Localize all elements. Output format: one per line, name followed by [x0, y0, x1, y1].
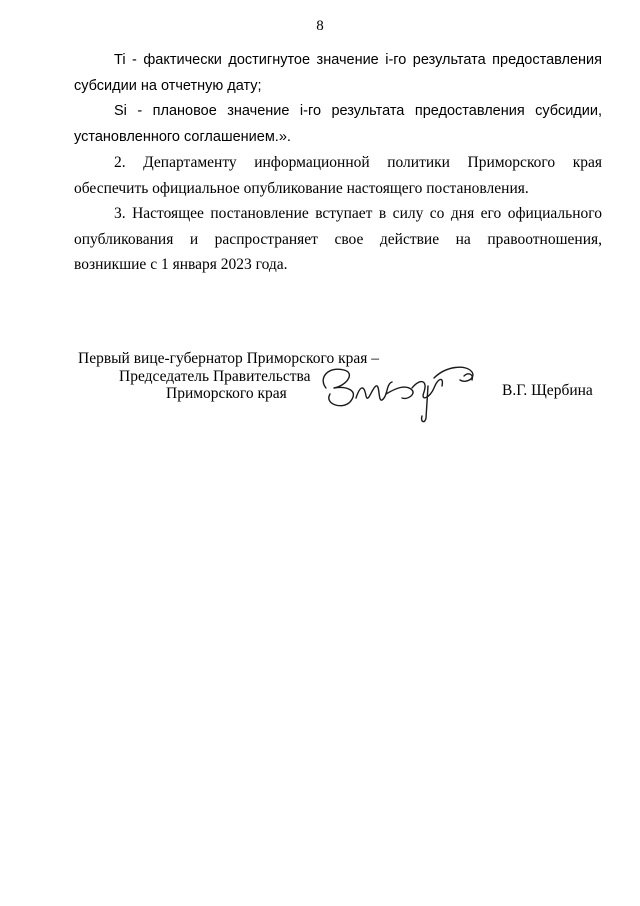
page-number: 8 [316, 18, 324, 34]
signatory-position-line-1: Первый вице-губернатор Приморского края – [78, 350, 380, 367]
paragraph-item-3: 3. Настоящее постановление вступает в силу со дня его официального опубликования и распространяет свое действие на правоотношения, возникшие с 1 января 2023 года. [74, 205, 602, 273]
paragraph-item-2: 2. Департаменту информационной политики Приморского края обеспечить официальное опубликование настоящего постановления. [74, 154, 602, 197]
signatory-name: В.Г. Щербина [502, 382, 593, 399]
handwritten-signature [316, 358, 481, 428]
paragraph-ti-definition: Ti - фактически достигнутое значение i-го результата предоставления субсидии на отчетную дату; [74, 52, 602, 94]
signature-block [0, 350, 640, 440]
paragraph-si-definition: Si - плановое значение i-го результата предоставления субсидии, установленного соглашением.». [74, 103, 602, 145]
document-body [74, 48, 602, 278]
signatory-position-line-3: Приморского края [166, 385, 287, 402]
signatory-position-line-2: Председатель Правительства [119, 368, 311, 385]
